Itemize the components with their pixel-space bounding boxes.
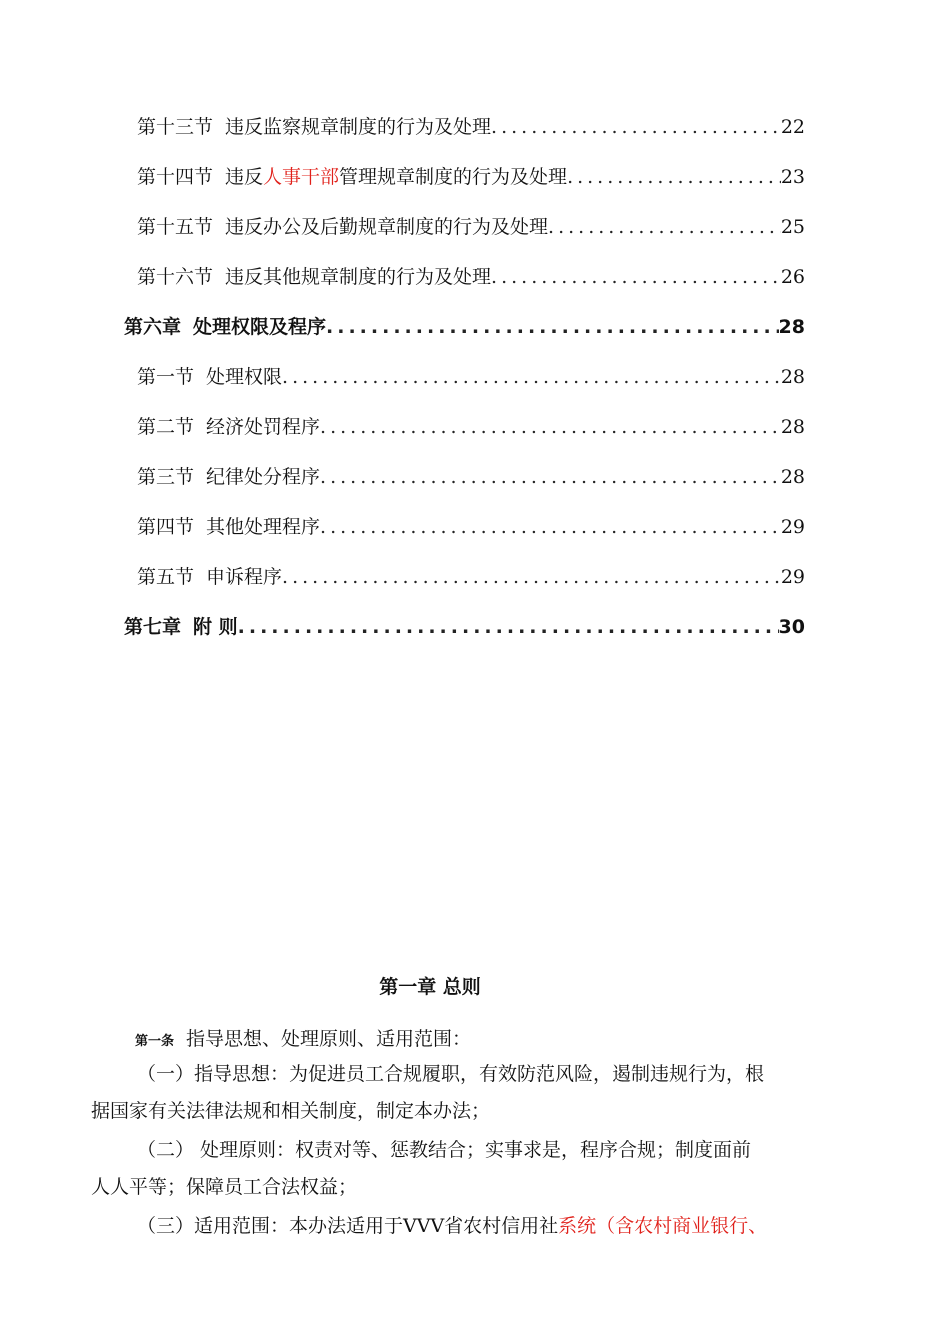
toc-entry[interactable] xyxy=(137,512,805,542)
toc-entry-page: 30 xyxy=(778,616,805,638)
toc-entry-number: 第五节 xyxy=(137,566,195,588)
toc-leader-dots xyxy=(491,116,781,138)
toc-leader-dots xyxy=(326,316,779,338)
toc-entry-title: 经济处罚程序 xyxy=(206,416,321,438)
toc-entry-number: 第六章 xyxy=(124,316,182,338)
toc-entry-title: 违反其他规章制度的行为及处理 xyxy=(225,266,492,288)
toc-entry-title: 纪律处分程序 xyxy=(206,466,321,488)
toc-entry-number: 第七章 xyxy=(124,616,182,638)
toc-entry-page: 28 xyxy=(780,366,805,388)
toc-entry-number: 第二节 xyxy=(137,416,195,438)
highlighted-text: 系统（含农村商业银行、 xyxy=(558,1215,768,1237)
toc-entry-number: 第三节 xyxy=(137,466,195,488)
toc-chapter-entry[interactable] xyxy=(124,312,805,342)
toc-leader-dots xyxy=(282,566,781,588)
toc-entry-title: 违反监察规章制度的行为及处理 xyxy=(225,116,492,138)
toc-entry[interactable] xyxy=(137,562,805,592)
paragraph-line: 人人平等；保障员工合法权益； xyxy=(91,1176,358,1198)
paragraph-guiding-thought xyxy=(91,1056,881,1130)
toc-leader-dots xyxy=(320,416,781,438)
toc-entry[interactable] xyxy=(137,212,805,242)
toc-entry-page: 29 xyxy=(780,516,805,538)
toc-chapter-entry[interactable] xyxy=(124,612,805,642)
paragraph-line: 据国家有关法律法规和相关制度，制定本办法； xyxy=(91,1100,491,1122)
toc-leader-dots xyxy=(548,216,781,238)
highlighted-text: 人事干部 xyxy=(263,166,340,188)
toc-leader-dots xyxy=(238,616,779,638)
paragraph-principles xyxy=(91,1132,881,1206)
toc-entry-title: 其他处理程序 xyxy=(206,516,321,538)
article-number: 第一条 xyxy=(135,1034,175,1049)
toc-entry-page: 23 xyxy=(780,166,805,188)
chapter-heading: 第一章 总则 xyxy=(379,976,481,998)
toc-entry-number: 第十五节 xyxy=(137,216,214,238)
article-text: 指导思想、处理原则、适用范围： xyxy=(186,1028,472,1050)
paragraph-line: （一）指导思想：为促进员工合规履职，有效防范风险，遏制违规行为，根 xyxy=(137,1063,765,1085)
toc-entry[interactable] xyxy=(137,112,805,142)
toc-entry-number: 第十六节 xyxy=(137,266,214,288)
toc-entry[interactable] xyxy=(137,462,805,492)
toc-leader-dots xyxy=(320,466,781,488)
toc-leader-dots xyxy=(320,516,781,538)
toc-entry-number: 第一节 xyxy=(137,366,195,388)
toc-entry-title: 附 则 xyxy=(193,616,238,638)
toc-entry-title: 处理权限及程序 xyxy=(193,316,327,338)
toc-entry-page: 25 xyxy=(780,216,805,238)
toc-entry-page: 28 xyxy=(780,416,805,438)
toc-leader-dots xyxy=(567,166,781,188)
toc-entry-page: 28 xyxy=(780,466,805,488)
paragraph-line: （二） 处理原则：权责对等、惩教结合；实事求是，程序合规；制度面前 xyxy=(137,1139,752,1161)
article-line xyxy=(135,1024,471,1051)
toc-entry[interactable] xyxy=(137,412,805,442)
toc-entry[interactable] xyxy=(137,362,805,392)
toc-leader-dots xyxy=(491,266,781,288)
paragraph-line: （三）适用范围：本办法适用于VVV省农村信用社系统（含农村商业银行、 xyxy=(137,1215,768,1237)
toc-entry-title: 处理权限 xyxy=(206,366,283,388)
toc-leader-dots xyxy=(282,366,781,388)
toc-entry-title: 违反办公及后勤规章制度的行为及处理 xyxy=(225,216,549,238)
toc-entry-title: 申诉程序 xyxy=(206,566,283,588)
toc-entry-page: 28 xyxy=(778,316,805,338)
toc-entry[interactable] xyxy=(137,262,805,292)
toc-entry-page: 26 xyxy=(780,266,805,288)
toc-entry-page: 29 xyxy=(780,566,805,588)
toc-entry-number: 第十三节 xyxy=(137,116,214,138)
toc-entry-page: 22 xyxy=(780,116,805,138)
toc-entry-title: 违反人事干部管理规章制度的行为及处理 xyxy=(225,166,568,188)
paragraph-scope xyxy=(91,1208,881,1245)
toc-entry[interactable] xyxy=(137,162,805,192)
toc-entry-number: 第四节 xyxy=(137,516,195,538)
toc-entry-number: 第十四节 xyxy=(137,166,214,188)
